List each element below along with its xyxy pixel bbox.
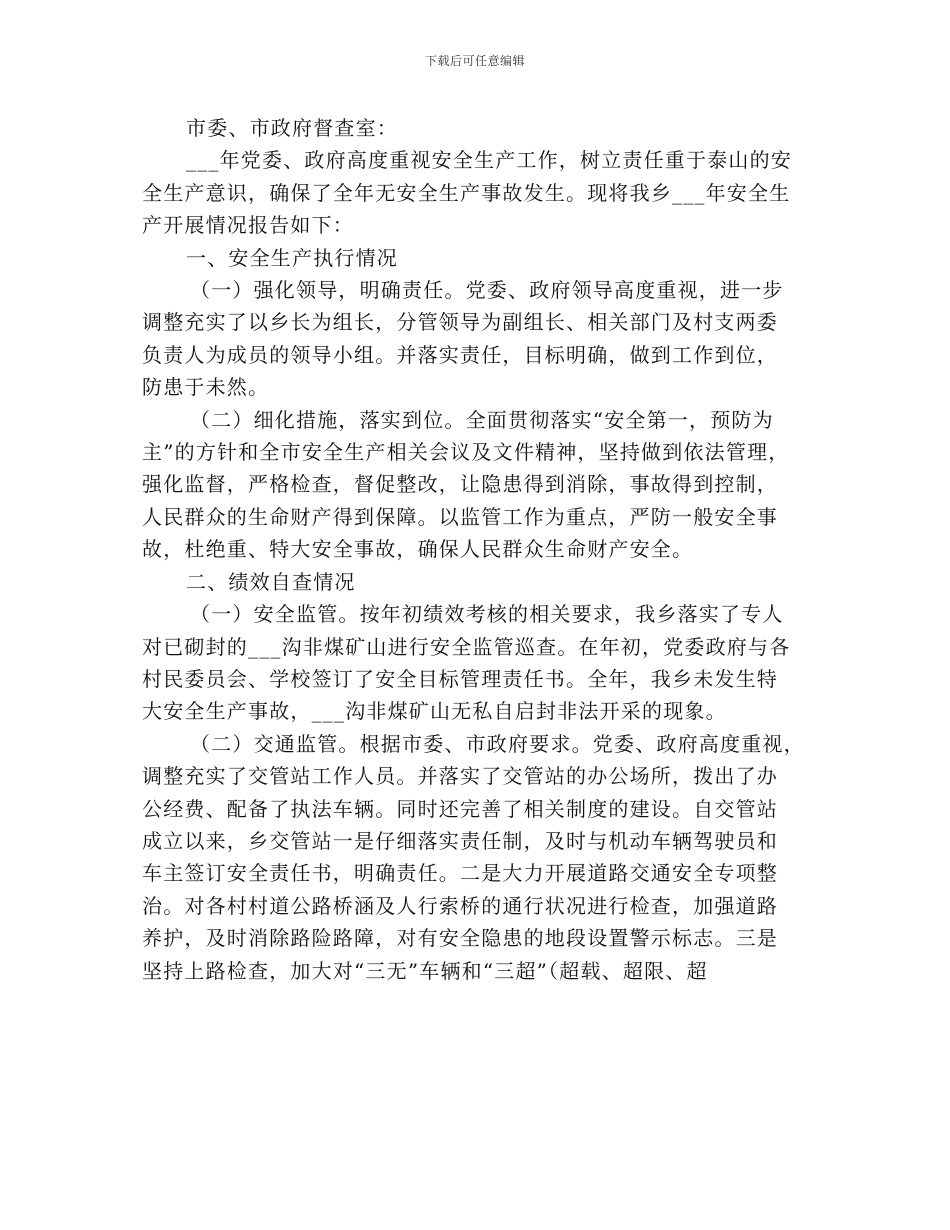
paragraph-line: 坚持上路检查，加大对“三无”车辆和“三超”（超载、超限、超	[142, 958, 708, 983]
paragraph-line: 大安全生产事故，___沟非煤矿山无私自启封非法开采的现象。	[142, 699, 727, 724]
paragraph-line: 全生产意识，确保了全年无安全生产事故发生。现将我乡___年安全生	[142, 180, 791, 205]
paragraph-line: ___年党委、政府高度重视安全生产工作，树立责任重于泰山的安	[186, 148, 792, 173]
paragraph-line: 负责人为成员的领导小组。并落实责任，目标明确，做到工作到位，	[142, 342, 778, 367]
paragraph-line: 养护，及时消除路险路障，对有安全隐患的地段设置警示标志。三是	[142, 926, 778, 951]
section-heading: 二、绩效自查情况	[186, 569, 356, 594]
paragraph-line: 车主签订安全责任书，明确责任。二是大力开展道路交通安全专项整	[142, 861, 778, 886]
paragraph-line: （二）交通监管。根据市委、市政府要求。党委、政府高度重视，	[190, 731, 805, 756]
document-body	[142, 112, 812, 987]
paragraph-line: 防患于未然。	[142, 375, 270, 400]
paragraph-line: 成立以来，乡交管站一是仔细落实责任制，及时与机动车辆驾驶员和	[142, 828, 778, 853]
paragraph-line: 故，杜绝重、特大安全事故，确保人民群众生命财产安全。	[142, 537, 694, 562]
paragraph-line: （一）安全监管。按年初绩效考核的相关要求，我乡落实了专人	[190, 602, 784, 627]
paragraph-line: 治。对各村村道公路桥涵及人行索桥的通行状况进行检查，加强道路	[142, 893, 778, 918]
paragraph-line: 对已砌封的___沟非煤矿山进行安全监管巡查。在年初，党委政府与各	[142, 634, 791, 659]
paragraph-line: 强化监督，严格检查，督促整改，让隐患得到消除，事故得到控制，	[142, 472, 778, 497]
paragraph-line: 调整充实了交管站工作人员。并落实了交管站的办公场所，拨出了办	[142, 764, 778, 789]
salutation: 市委、市政府督查室：	[186, 116, 398, 140]
paragraph-line: 调整充实了以乡长为组长，分管领导为副组长、相关部门及村支两委	[142, 310, 778, 335]
paragraph-line: （二）细化措施，落实到位。全面贯彻落实“安全第一，预防为	[190, 407, 774, 432]
paragraph-line: 产开展情况报告如下：	[142, 213, 354, 238]
paragraph-line: 村民委员会、学校签订了安全目标管理责任书。全年，我乡未发生特	[142, 666, 778, 691]
section-heading: 一、安全生产执行情况	[186, 245, 398, 270]
paragraph-line: （一）强化领导，明确责任。党委、政府领导高度重视，进一步	[190, 278, 784, 303]
paragraph-line: 公经费、配备了执法车辆。同时还完善了相关制度的建设。自交管站	[142, 796, 778, 821]
paragraph-line: 主”的方针和全市安全生产相关会议及文件精神，坚持做到依法管理，	[142, 440, 790, 465]
paragraph-line: 人民群众的生命财产得到保障。以监管工作为重点，严防一般安全事	[142, 504, 778, 529]
page-header: 下载后可任意编辑	[424, 54, 525, 68]
